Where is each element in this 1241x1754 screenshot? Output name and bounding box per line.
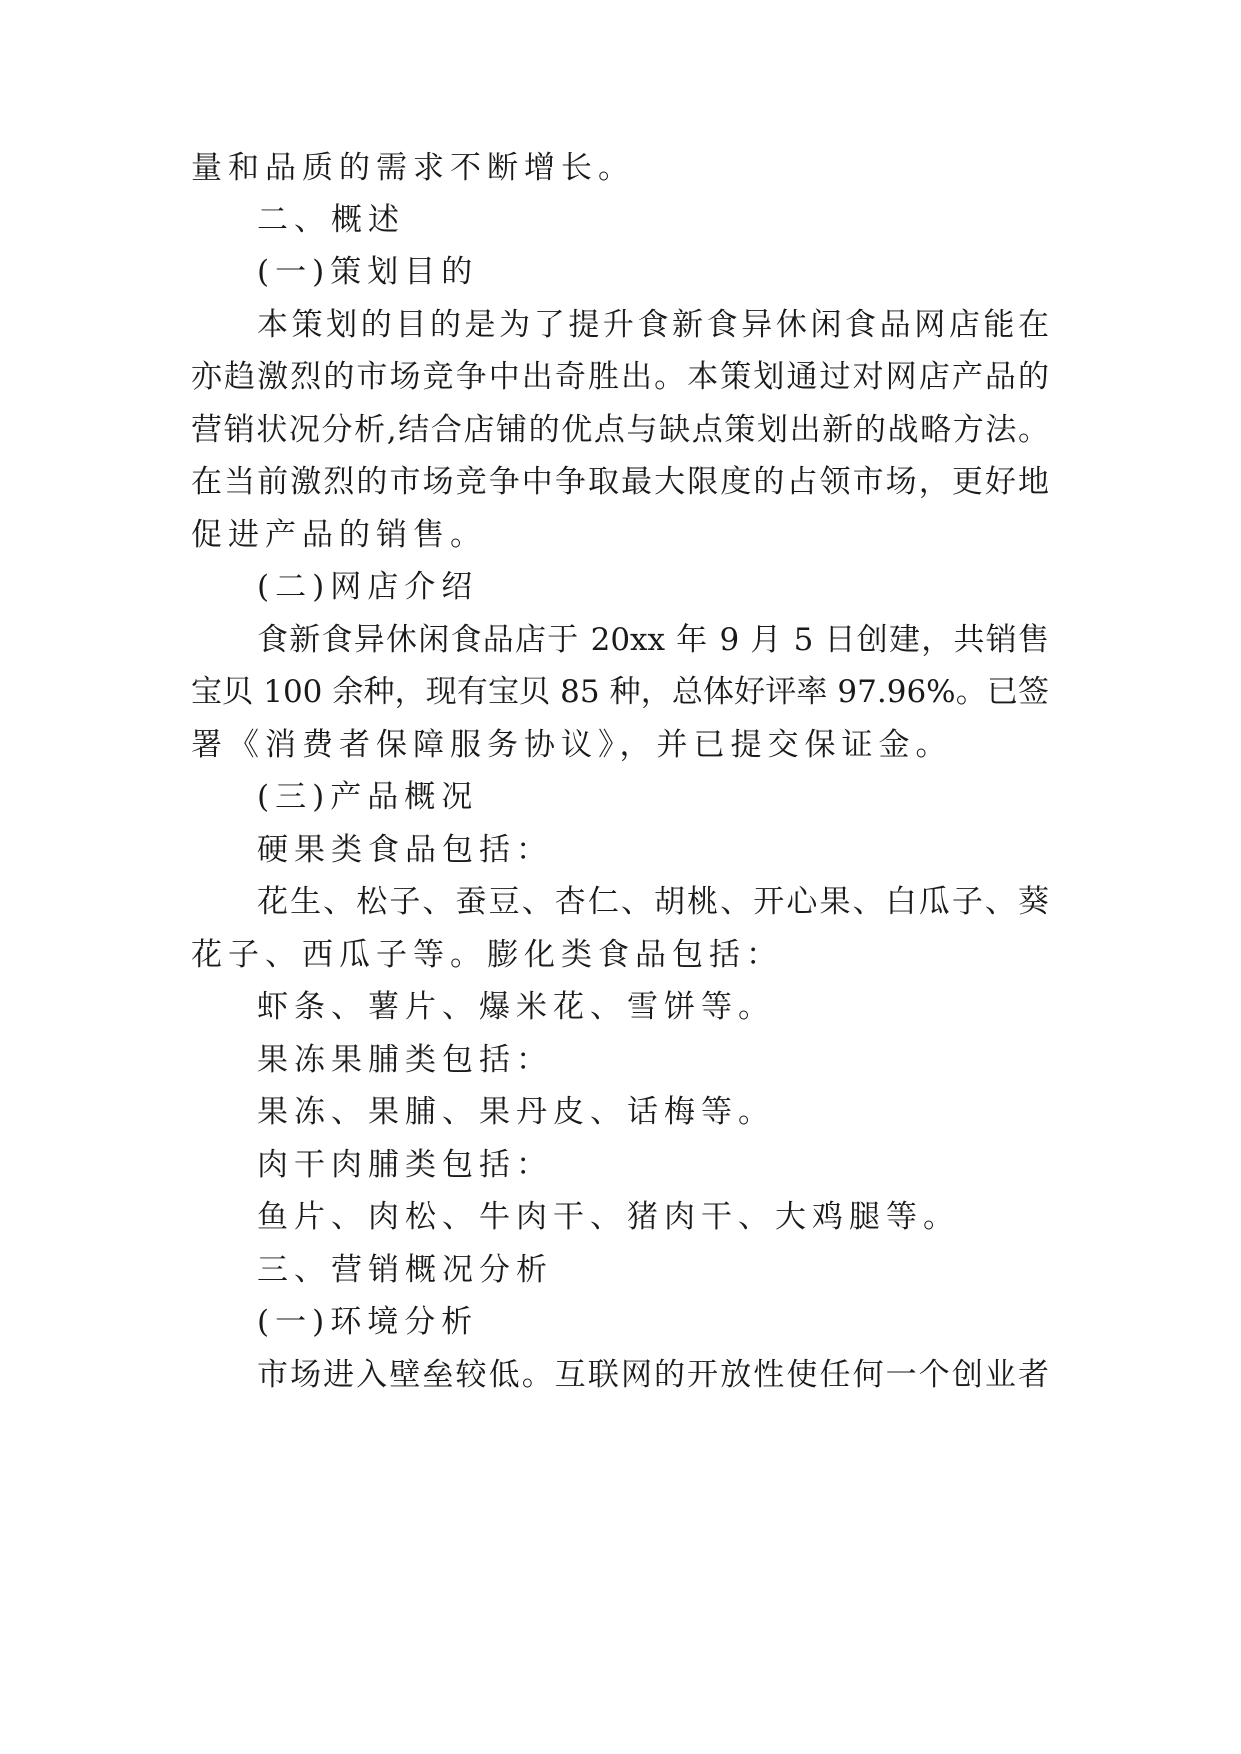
paragraph-line: 食新食异休闲食品店于 20xx 年 9 月 5 日创建，共销售 <box>257 622 1049 658</box>
paragraph-line: 促进产品的销售。 <box>191 517 487 553</box>
subsection-heading: (一)策划目的 <box>257 254 479 290</box>
paragraph-line: 亦趋激烈的市场竞争中出奇胜出。本策划通过对网店产品的 <box>191 359 1049 395</box>
paragraph-line: 在当前激烈的市场竞争中争取最大限度的占领市场，更好地 <box>191 464 1049 500</box>
subsection-heading: (三)产品概况 <box>257 779 479 815</box>
paragraph-line: 营销状况分析,结合店铺的优点与缺点策划出新的战略方法。 <box>191 412 1049 448</box>
paragraph-line: 肉干肉脯类包括： <box>257 1147 553 1183</box>
paragraph-line: 果冻、果脯、果丹皮、话梅等。 <box>257 1094 775 1130</box>
paragraph-line: 硬果类食品包括： <box>257 832 553 868</box>
paragraph-line: 署《消费者保障服务协议》，并已提交保证金。 <box>191 727 953 763</box>
paragraph-line: 宝贝 100 余种，现有宝贝 85 种，总体好评率 97.96%。已签 <box>191 674 1049 710</box>
paragraph-line: 花生、松子、蚕豆、杏仁、胡桃、开心果、白瓜子、葵 <box>257 884 1049 920</box>
paragraph-line: 市场进入壁垒较低。互联网的开放性使任何一个创业者 <box>257 1357 1049 1393</box>
section-heading: 二、概述 <box>257 202 405 238</box>
paragraph-line: 果冻果脯类包括： <box>257 1042 553 1078</box>
subsection-heading: (二)网店介绍 <box>257 569 479 605</box>
paragraph-line: 本策划的目的是为了提升食新食异休闲食品网店能在 <box>257 307 1049 343</box>
paragraph-line: 量和品质的需求不断增长。 <box>191 150 635 186</box>
subsection-heading: (一)环境分析 <box>257 1304 479 1340</box>
paragraph-line: 花子、西瓜子等。膨化类食品包括： <box>191 937 783 973</box>
section-heading: 三、营销概况分析 <box>257 1252 553 1288</box>
paragraph-line: 虾条、薯片、爆米花、雪饼等。 <box>257 989 775 1025</box>
paragraph-line: 鱼片、肉松、牛肉干、猪肉干、大鸡腿等。 <box>257 1199 960 1235</box>
